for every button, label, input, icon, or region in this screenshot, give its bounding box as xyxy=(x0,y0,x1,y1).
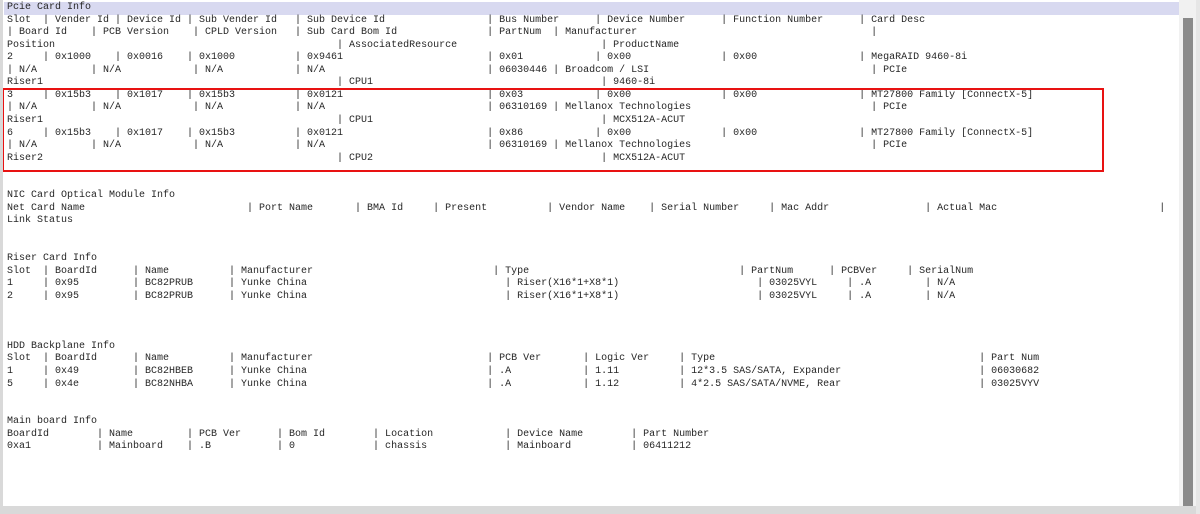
terminal-line: 1 | 0x95 | BC82PRUB | Yunke China | Riser(X16*1+X8*1) | 03025VYL | .A | N/A xyxy=(7,278,956,290)
window-frame-left xyxy=(0,0,3,514)
terminal-line: Slot | Vender Id | Device Id | Sub Vender Id | Sub Device Id | Bus Number | Device Number | Function Number | Card Desc xyxy=(7,14,926,26)
terminal-line: 3 | 0x15b3 | 0x1017 | 0x15b3 | 0x0121 | 0x03 | 0x00 | 0x00 | MT27800 Family [ConnectX-5] xyxy=(7,89,1034,101)
terminal-line: Main board Info xyxy=(7,416,98,428)
terminal-line: 2 | 0x1000 | 0x0016 | 0x1000 | 0x9461 | 0x01 | 0x00 | 0x00 | MegaRAID 9460-8i xyxy=(7,52,968,64)
terminal-line: Link Status xyxy=(7,215,74,227)
terminal-line: | N/A | N/A | N/A | N/A | 06310169 | Mellanox Technologies | PCIe xyxy=(7,140,908,152)
terminal-line: | N/A | N/A | N/A | N/A | 06310169 | Mellanox Technologies | PCIe xyxy=(7,102,908,114)
vertical-scrollbar[interactable] xyxy=(1179,0,1196,506)
terminal-line: Riser1 | CPU1 | 9460-8i xyxy=(7,77,656,89)
terminal-line: 1 | 0x49 | BC82HBEB | Yunke China | .A | 1.11 | 12*3.5 SAS/SATA, Expander | 06030682 xyxy=(7,365,1040,377)
terminal-line-selected: Pcie Card Info xyxy=(4,2,1179,15)
scrollbar-thumb[interactable] xyxy=(1183,18,1193,506)
window-frame-right xyxy=(1196,0,1200,514)
terminal-line: Position | AssociatedResource | ProductName xyxy=(7,39,680,51)
terminal-line: NIC Card Optical Module Info xyxy=(7,190,176,202)
terminal-line: Riser Card Info xyxy=(7,253,98,264)
terminal-line: 2 | 0x95 | BC82PRUB | Yunke China | Riser(X16*1+X8*1) | 03025VYL | .A | N/A xyxy=(7,290,956,302)
terminal-line: 5 | 0x4e | BC82NHBA | Yunke China | .A | 1.12 | 4*2.5 SAS/SATA/NVME, Rear | 03025VYV xyxy=(7,378,1040,390)
terminal-line: 0xa1 | Mainboard | .B | 0 | chassis | Mainboard | 06411212 xyxy=(7,441,692,453)
terminal-line: | Board Id | PCB Version | CPLD Version | Sub Card Bom Id | PartNum | Manufacturer | xyxy=(7,27,878,39)
terminal-line: Slot | BoardId | Name | Manufacturer | PCB Ver | Logic Ver | Type | Part Num xyxy=(7,353,1040,365)
terminal-line: Riser2 | CPU2 | MCX512A-ACUT xyxy=(7,152,686,164)
terminal-line: BoardId | Name | PCB Ver | Bom Id | Location | Device Name | Part Number xyxy=(7,428,710,440)
window-frame-bottom xyxy=(0,506,1200,514)
terminal-line: Slot | BoardId | Name | Manufacturer | Type | PartNum | PCBVer | SerialNum xyxy=(7,265,974,277)
annotation-highlight-box xyxy=(2,88,1104,172)
terminal-output[interactable] xyxy=(4,2,1179,502)
terminal-line: Net Card Name | Port Name | BMA Id | Present | Vendor Name | Serial Number | Mac Addr | Actual Mac | xyxy=(7,202,1166,214)
terminal-line: HDD Backplane Info xyxy=(7,340,116,352)
terminal-line: | N/A | N/A | N/A | N/A | 06030446 | Broadcom / LSI | PCIe xyxy=(7,64,908,76)
terminal-line: 6 | 0x15b3 | 0x1017 | 0x15b3 | 0x0121 | 0x86 | 0x00 | 0x00 | MT27800 Family [ConnectX-5] xyxy=(7,127,1034,139)
terminal-line: Riser1 | CPU1 | MCX512A-ACUT xyxy=(7,114,686,126)
